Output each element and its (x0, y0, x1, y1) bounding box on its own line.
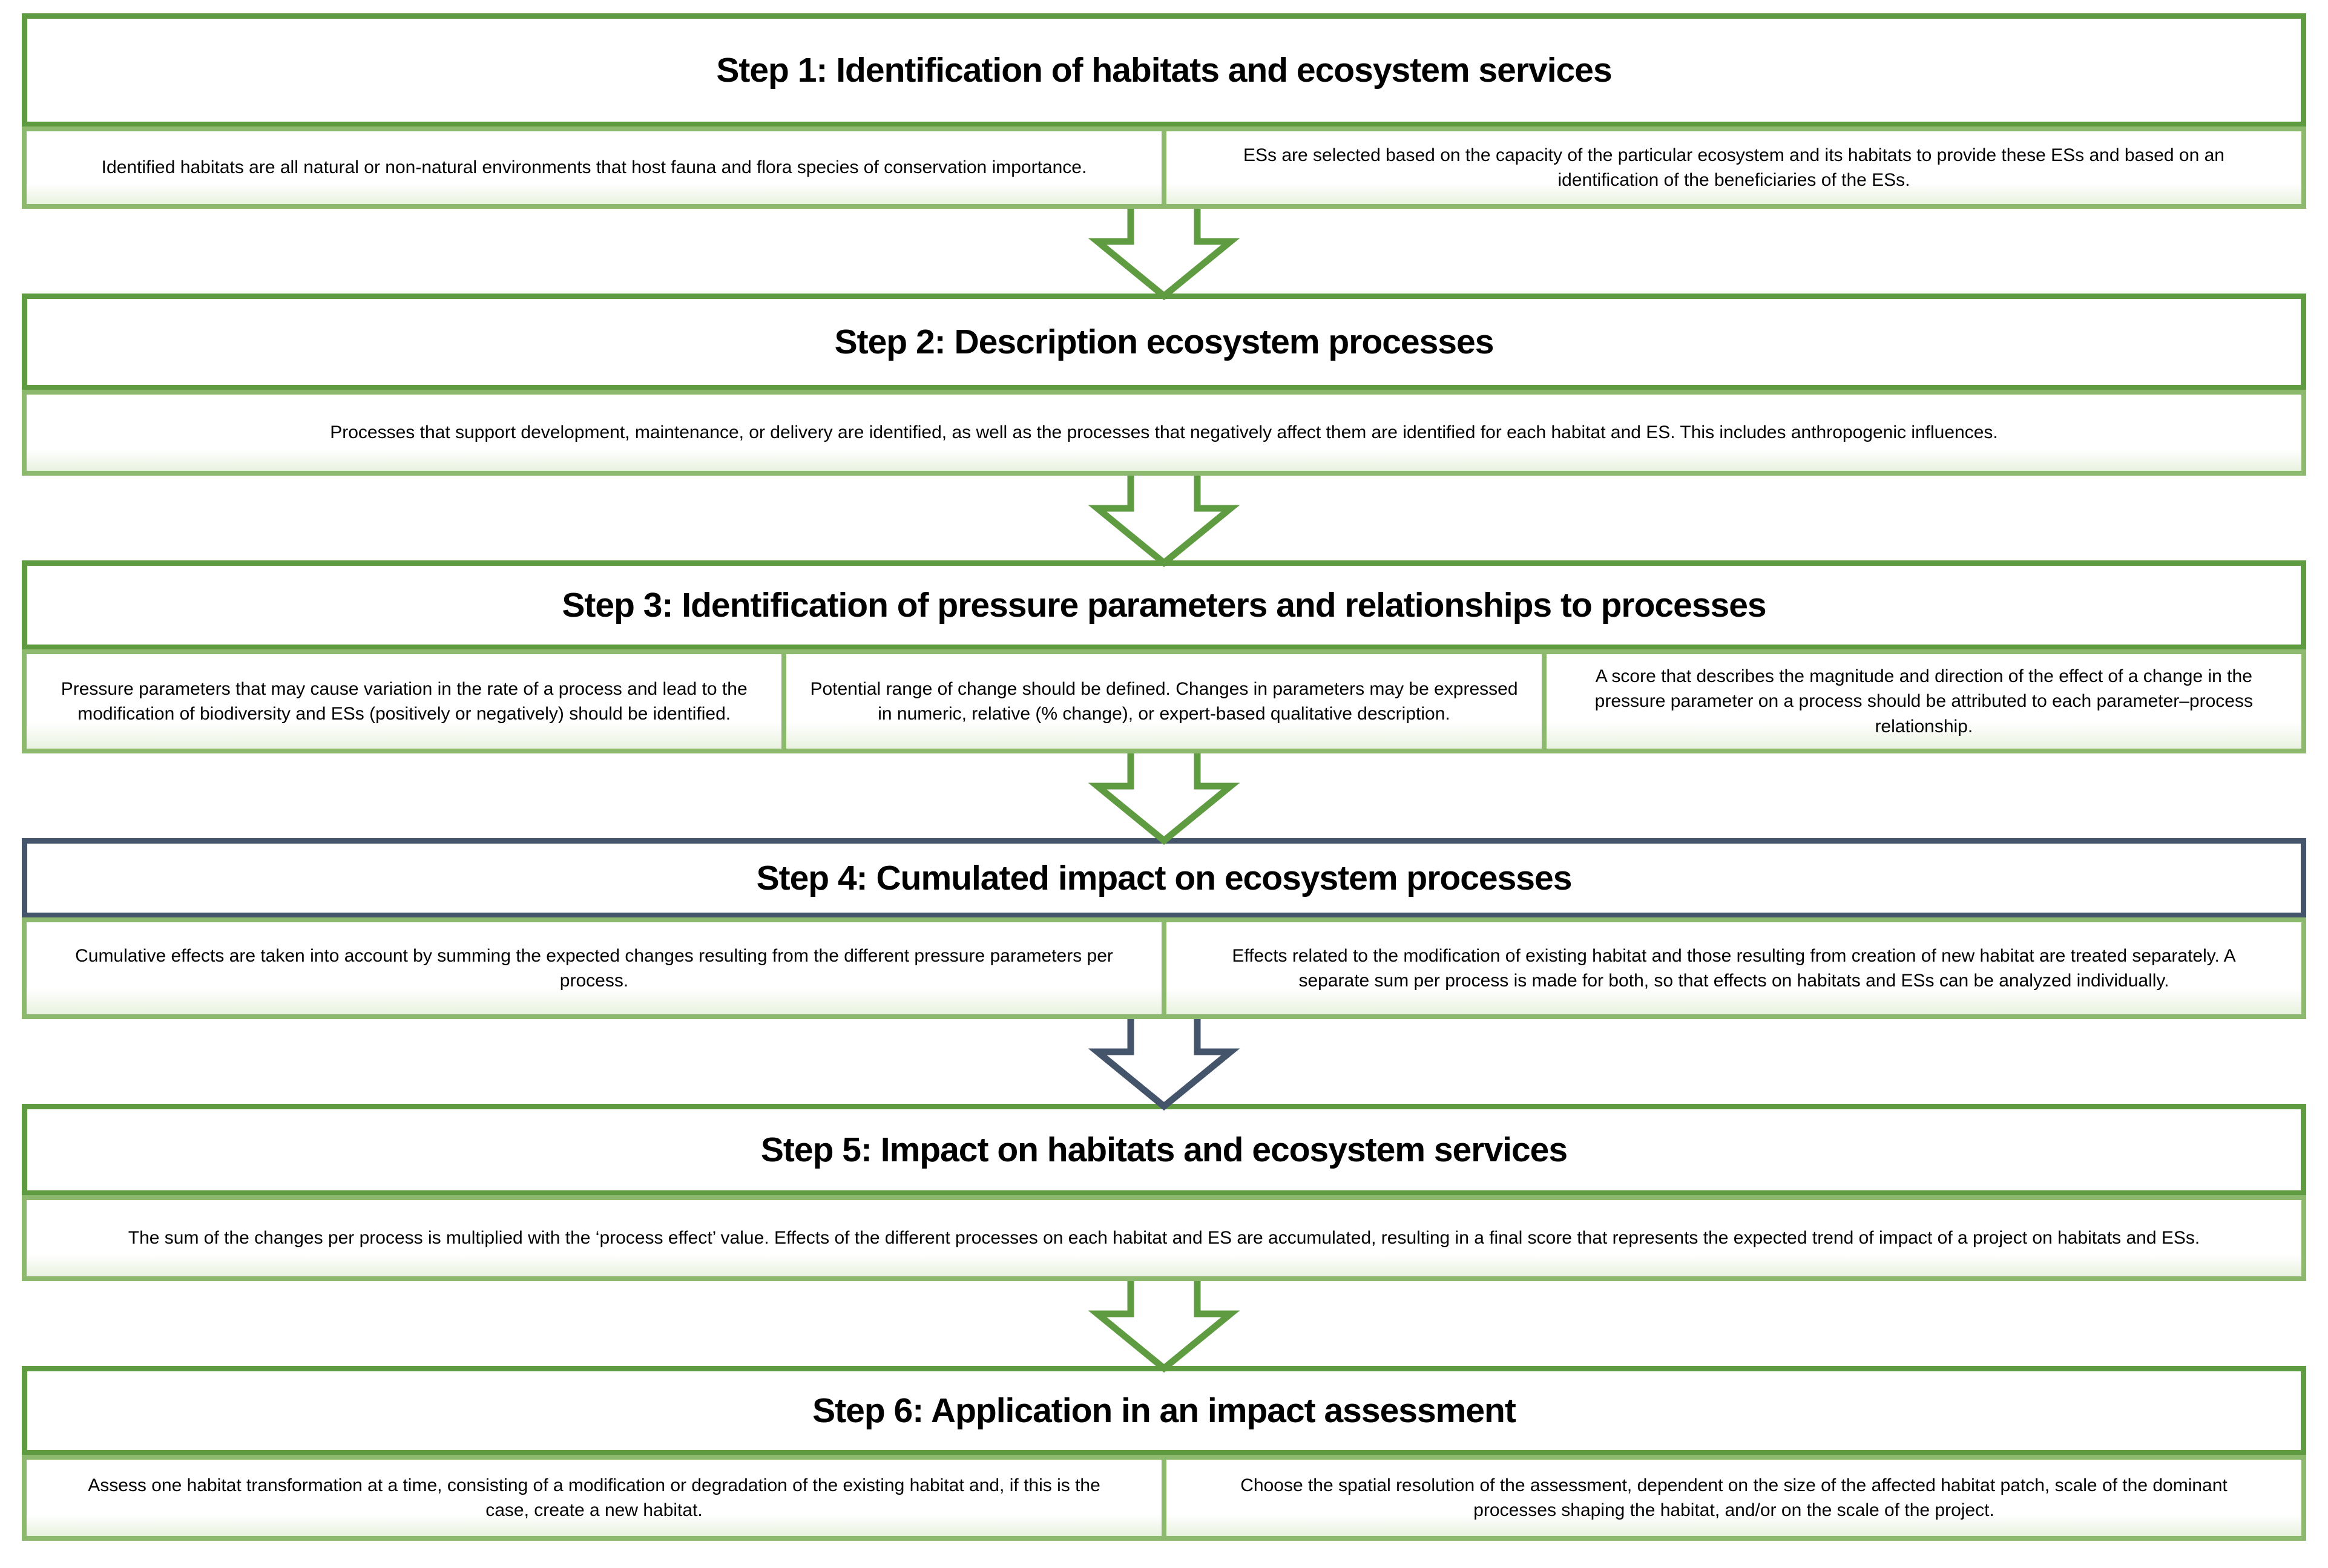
step-2-section (22, 294, 2306, 476)
step-6-section (22, 1366, 2306, 1541)
step-6-title-box (22, 1366, 2306, 1455)
step-2-detail-row (22, 390, 2306, 476)
step-2-detail-box-1 (22, 390, 2306, 476)
step-3-detail-text-2: Potential range of change should be defined. Changes in parameters may be expressed in numeric, relative (% change), or expert-based qualitative description. (810, 678, 1518, 724)
step-1-title: Step 1: Identification of habitats and ecosystem services (716, 51, 1612, 90)
step-4-title: Step 4: Cumulated impact on ecosystem processes (756, 859, 1572, 897)
step-3-title: Step 3: Identification of pressure parameters and relationships to processes (562, 586, 1766, 625)
down-arrow-icon (1088, 1276, 1240, 1373)
step-4-detail-text-1: Cumulative effects are taken into account by summing the expected changes resulting from the different pressure parameters per process. (75, 945, 1113, 991)
step-1-detail-box-2 (1162, 126, 2306, 209)
step-5-detail-row (22, 1195, 2306, 1281)
step-6-detail-row (22, 1455, 2306, 1541)
step-6-title: Step 6: Application in an impact assessment (812, 1391, 1516, 1430)
arrow-step1-to-step2 (22, 209, 2306, 294)
step-5-detail-box-1 (22, 1195, 2306, 1281)
step-5-title-box (22, 1104, 2306, 1196)
step-4-section (22, 838, 2306, 1019)
step-1-detail-text-2: ESs are selected based on the capacity of the particular ecosystem and its habitats to provide these ESs and based on an identification of the beneficiaries of the ESs. (1243, 145, 2224, 190)
down-arrow-icon (1088, 749, 1240, 845)
step-2-title-box (22, 294, 2306, 390)
step-4-detail-text-2: Effects related to the modification of existing habitat and those resulting from creation of new habitat are treated separately. A separate sum per process is made for both, so that effects on habitats and ESs can be analyzed individually. (1232, 945, 2236, 991)
step-1-section (22, 13, 2306, 209)
step-6-detail-box-1 (22, 1455, 1166, 1541)
step-1-detail-row (22, 126, 2306, 209)
step-3-detail-text-1: Pressure parameters that may cause variation in the rate of a process and lead to the modification of biodiversity and ESs (positively or negatively) should be identified. (61, 678, 748, 724)
step-1-detail-text-1: Identified habitats are all natural or non-natural environments that host fauna and flora species of conservation importance. (101, 157, 1087, 178)
step-3-detail-box-3 (1542, 649, 2306, 753)
down-arrow-icon (1088, 204, 1240, 301)
arrow-step3-to-step4 (22, 753, 2306, 838)
down-arrow-icon (1088, 471, 1240, 568)
step-3-detail-box-1 (22, 649, 786, 753)
down-arrow-icon (1088, 1014, 1240, 1111)
step-4-title-box (22, 838, 2306, 918)
step-2-title: Step 2: Description ecosystem processes (834, 323, 1494, 361)
step-6-detail-text-2: Choose the spatial resolution of the assessment, dependent on the size of the affected habitat patch, scale of the dominant processes shaping the habitat, and/or on the scale of the project. (1240, 1475, 2228, 1520)
step-2-detail-text-1: Processes that support development, maintenance, or delivery are identified, as well as the processes that negatively affect them are identified for each habitat and ES. This includes anthropogenic influences. (330, 422, 1998, 443)
arrow-step5-to-step6 (22, 1281, 2306, 1366)
step-6-detail-text-1: Assess one habitat transformation at a time, consisting of a modification or degradation of the existing habitat and, if this is the case, create a new habitat. (88, 1475, 1100, 1520)
arrow-step4-to-step5 (22, 1019, 2306, 1104)
step-3-section (22, 560, 2306, 753)
step-5-detail-text-1: The sum of the changes per process is multiplied with the ‘process effect’ value. Effects of the different processes on each habitat and ES are accumulated, resulting in a final score that represents the expected trend of impact of a project on habitats and ESs. (128, 1228, 2200, 1248)
step-1-detail-box-1 (22, 126, 1166, 209)
step-3-detail-row (22, 649, 2306, 753)
step-4-detail-box-2 (1162, 917, 2306, 1019)
step-3-detail-box-2 (781, 649, 1546, 753)
step-3-title-box (22, 560, 2306, 650)
step-4-detail-box-1 (22, 917, 1166, 1019)
arrow-step2-to-step3 (22, 476, 2306, 560)
step-3-detail-text-3: A score that describes the magnitude and direction of the effect of a change in the pressure parameter on a process should be attributed to each parameter–process relationship. (1594, 666, 2253, 736)
step-4-detail-row (22, 917, 2306, 1019)
step-1-title-box (22, 13, 2306, 127)
step-5-title: Step 5: Impact on habitats and ecosystem services (760, 1130, 1568, 1169)
step-5-section (22, 1104, 2306, 1281)
step-6-detail-box-2 (1162, 1455, 2306, 1541)
